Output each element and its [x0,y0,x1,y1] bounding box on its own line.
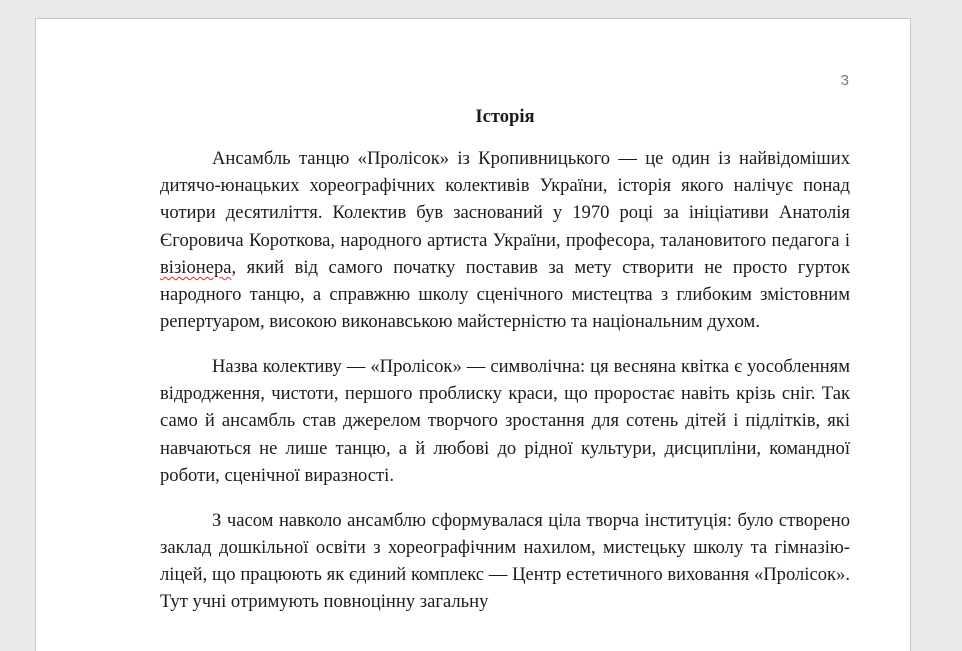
section-heading: Історія [475,106,535,127]
page-number: 3 [840,72,849,89]
page-body[interactable] [160,103,850,633]
misspelled-word[interactable]: візіонера [160,256,232,278]
document-page[interactable] [35,18,911,651]
paragraph-2[interactable]: Назва колективу — «Пролісок» — символічна: ця весняна квітка є уособленням відродження, чистоти, першого проблиску краси, що проростає навіть крізь сніг. Так само й ансамбль став джерелом творчого зростання для сотень дітей і підлітків, які навчаються не лише танцю, а й любові до рідної культури, дисципліни, командної роботи, сценічної виразності. [160,356,850,486]
paragraph-3[interactable]: З часом навколо ансамблю сформувалася ціла творча інституція: було створено заклад дошкільної освіти з хореографічним нахилом, мистецьку школу та гімназію-ліцей, що працюють як єдиний комплекс — Центр естетичного виховання «Пролісок». Тут учні отримують повноцінну загальну [160,509,850,613]
paragraph-1-text-start: Ансамбль танцю «Пролісок» із Кропивницького — це один із найвідоміших дитячо-юнацьких хореографічних колективів України, історія якого налічує понад чотири десятиліття. Колектив був заснований у 1970 році за ініціативи Анатолія Єгоровича Короткова, народного артиста України, професора, талановитого педагога і [160,148,850,251]
paragraph-1-text-end: , який від самого початку поставив за мету створити не просто гурток народного танцю, а справжню школу сценічного мистецтва з глибоким змістовним репертуаром, високою виконавською майстерністю та національним духом. [160,256,850,333]
paragraph-1[interactable] [160,145,850,335]
